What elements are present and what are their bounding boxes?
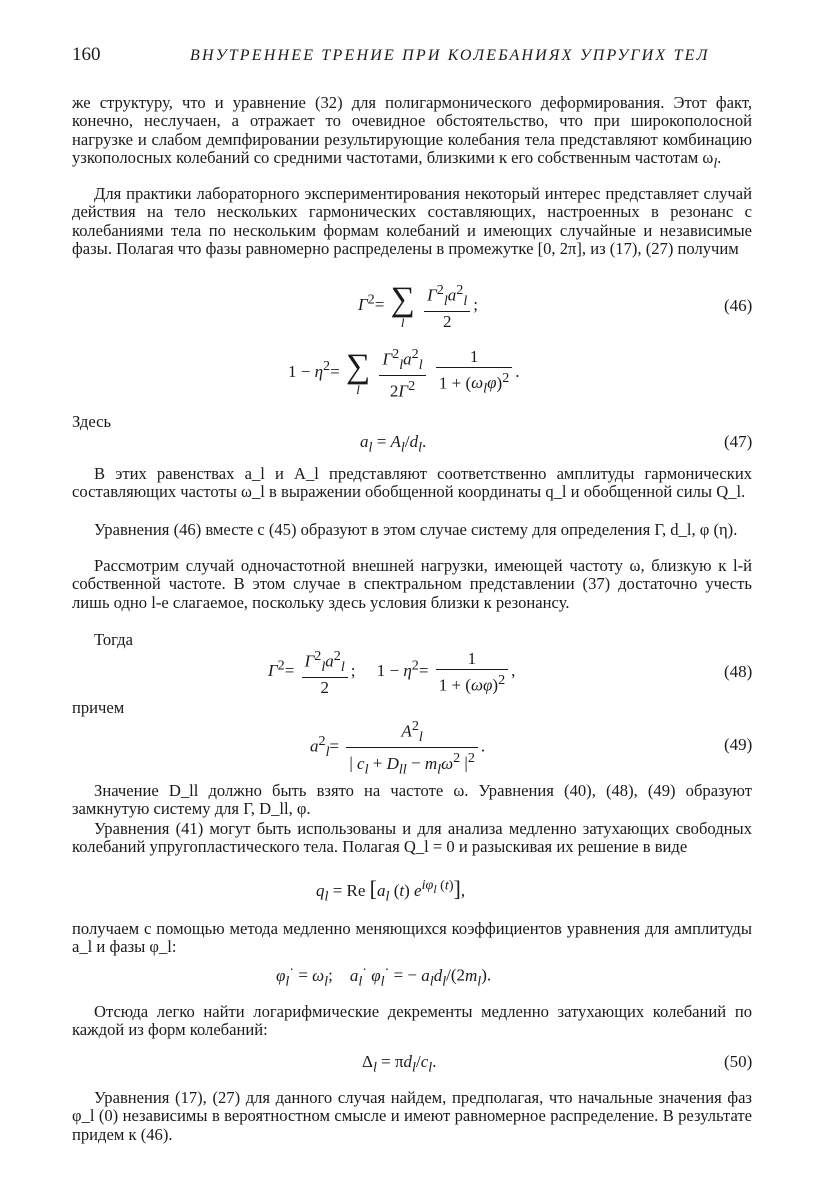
equation-number-48: (48) [724, 662, 753, 681]
equation-46a: $\Gamma^2=$ ∑ l $\frac{\Gamma^2_la^2_l}{2}$ ; [358, 281, 479, 332]
paragraph-1-text: же структуру, что и уравнение (32) для полигармонического деформирования. Этот факт, конечно, неслучаен, а отражает то очевидное обстоятельство, что при широкополосной нагрузке и слабом демпфировании результирующие колебания тела представляют комбинацию узкополосных колебаний со средними частотами, близкими к его собственным частотам ω [72, 93, 752, 168]
equation-46b: $1 - \eta^2=$ ∑ l $\frac{\Gamma^2_la^2_l}{2\Gamma^2}$ $\frac{1}{1 + (\omega_l\varphi)^2}$ . [288, 346, 520, 401]
label-zdes: Здесь [72, 412, 112, 431]
paragraph-2: Для практики лабораторного экспериментирования некоторый интерес представляет случай действия на тело нескольких гармонических составляющих, настроенных в резонанс с колебаниями тела по нескольким формам колебаний и имеющих случайные и независимые фазы. Полагая что фазы равномерно распределены в промежутке [0, 2π], из (17), (27) получим [72, 184, 752, 259]
paragraph-5: Рассмотрим случай одночастотной внешней нагрузки, имеющей частоту ω, близкую к l-й собственной частоте. В этом случае в спектральном представлении (37) достаточно учесть лишь одно l-е слагаемое, поскольку здесь условия близки к резонансу. [72, 556, 752, 612]
equation-number-50: (50) [724, 1052, 753, 1071]
equation-number-49: (49) [724, 735, 753, 754]
equation-number-47: (47) [724, 432, 753, 451]
paragraph-10: Уравнения (17), (27) для данного случая найдем, предполагая, что начальные значения фаз φ_l (0) независимы в вероятностном смысле и имеют равномерное распределение. В результате придем к (46). [72, 1088, 752, 1144]
paragraph-9: Отсюда легко найти логарифмические декременты медленно затухающих колебаний по каждой из форм колебаний: [72, 1002, 752, 1040]
paragraph-4: Уравнения (46) вместе с (45) образуют в этом случае систему для определения Γ, d_l, φ (η). [94, 520, 738, 539]
paragraph-7: Уравнения (41) могут быть использованы и для анализа медленно затухающих свободных колебаний упругопластического тела. Полагая Q_l = 0 и разыскивая их решение в виде [72, 819, 752, 857]
equation-phase-amplitude: $\varphi_l^\cdot = \omega_l$; $a_l^\cdot$ $\varphi_l^\cdot$ = − $a_ld_l/(2m_l)$. [276, 962, 492, 990]
equation-48: $\Gamma^2=$ $\frac{\Gamma^2_la^2_l}{2}$ ; $1 - \eta^2=$ $\frac{1}{1 + (\omega\varphi)^2}$ , [268, 648, 516, 698]
label-prichem: причем [72, 698, 125, 717]
paragraph-3: В этих равенствах a_l и A_l представляют соответственно амплитуды гармонических составляющих частоты ω_l в выражении обобщенной координаты q_l и обобщенной силы Q_l. [72, 464, 752, 502]
paragraph-8: получаем с помощью метода медленно меняющихся коэффициентов уравнения для амплитуды a_l и фазы φ_l: [72, 919, 752, 957]
paragraph-1-end: . [717, 148, 722, 168]
page-number: 160 [72, 44, 101, 65]
equation-49: $a^2_l=$ $\frac{A^2_l}{| c_l + D_{ll} - m_l\omega^2 |^2}$ . [310, 718, 486, 778]
equation-number-46: (46) [724, 296, 753, 315]
label-togda: Тогда [94, 630, 133, 649]
equation-50: $\Delta_l = \pi d_l/c_l$. [362, 1052, 437, 1076]
equation-47: $a_l = A_l/d_l$. [360, 432, 427, 456]
paragraph-1 [72, 94, 752, 173]
paragraph-6: Значение D_ll должно быть взято на частоте ω. Уравнения (40), (48), (49) образуют замкнутую систему для Γ, D_ll, φ. [72, 781, 752, 819]
paragraph-1-subscript: l [713, 155, 718, 171]
equation-q-solution: $q_l = Re$ [$a_l$ (t) $e^{i\varphi_l (t)}$], [316, 876, 466, 905]
running-title: ВНУТРЕННЕЕ ТРЕНИЕ ПРИ КОЛЕБАНИЯХ УПРУГИХ ТЕЛ [190, 47, 710, 64]
